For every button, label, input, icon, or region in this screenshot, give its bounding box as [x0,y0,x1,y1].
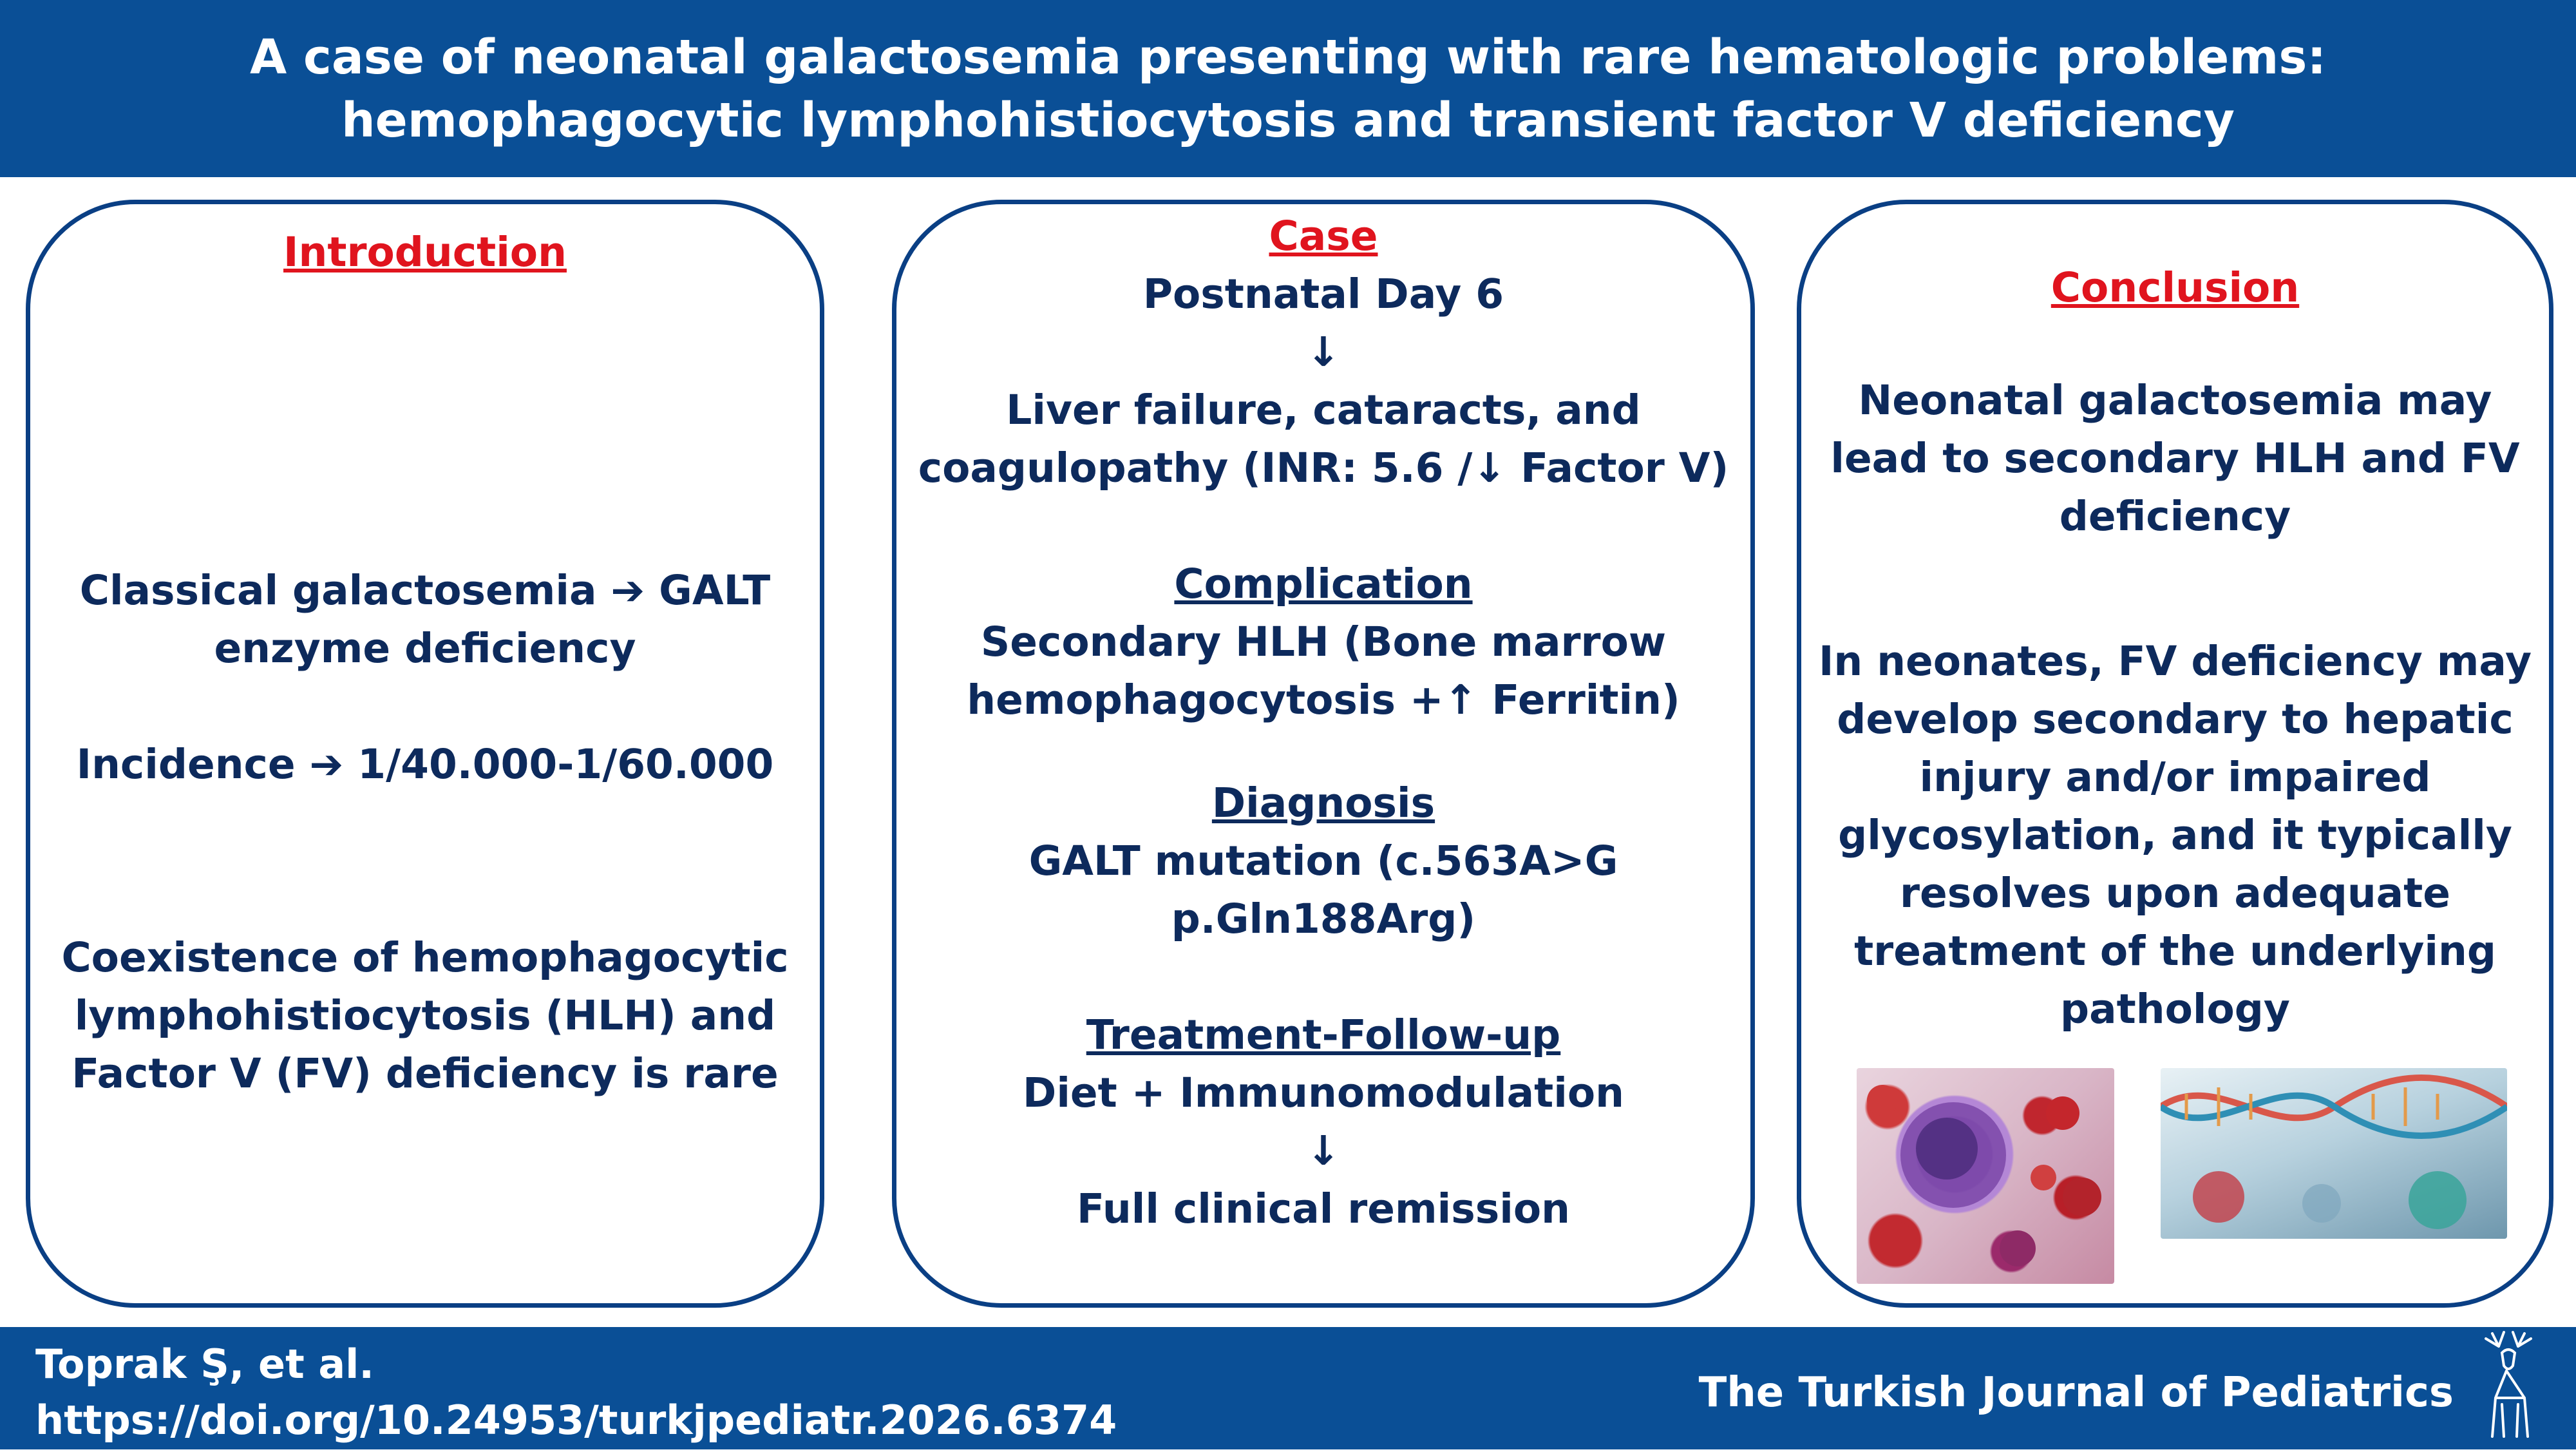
diagnosis-heading: Diagnosis [1211,779,1435,826]
outcome-text: Full clinical remission [1077,1185,1570,1232]
intro-line3b: lymphohistiocytosis (HLH) and [74,992,776,1039]
intro-line1b: enzyme deficiency [214,625,636,672]
conclusion-2c: injury and/or impaired [1919,754,2431,801]
case-postnatal: Postnatal Day 6 [1142,271,1504,318]
intro-line3a: Coexistence of hemophagocytic [61,934,789,981]
page-footer [0,1327,2576,1449]
deer-logo-icon [2467,1327,2550,1449]
dna-helix-illustration [2161,1068,2507,1239]
down-arrow-icon: ↓ [1306,1127,1341,1174]
treatment-heading: Treatment-Follow-up [1086,1011,1561,1058]
complication-b: hemophagocytosis +↑ Ferritin) [967,676,1680,723]
conclusion-2g: pathology [2060,986,2290,1033]
case-presentation-a: Liver failure, cataracts, and [1006,387,1641,434]
conclusion-2b: develop secondary to hepatic [1837,696,2514,743]
footer-authors: Toprak Ş, et al. [35,1341,374,1388]
down-arrow-icon: ↓ [1306,329,1341,376]
conclusion-2e: resolves upon adequate [1899,870,2451,917]
footer-journal-name: The Turkish Journal of Pediatrics [1698,1369,2454,1417]
footer-doi-link[interactable]: https://doi.org/10.24953/turkjpediatr.2026.6374 [35,1397,1117,1444]
blood-cells-illustration [1857,1068,2114,1284]
complication-a: Secondary HLH (Bone marrow [980,618,1667,665]
conclusion-1c: deficiency [2059,493,2291,540]
case-panel [892,200,1755,1308]
page-title-line1: A case of neonatal galactosemia presenting with rare hematologic problems: [249,29,2327,85]
conclusion-2a: In neonates, FV deficiency may [1818,638,2532,685]
conclusion-1a: Neonatal galactosemia may [1858,377,2492,424]
page-header [0,0,2576,177]
intro-line1a: Classical galactosemia ➔ GALT [79,567,771,614]
complication-heading: Complication [1174,560,1473,607]
conclusion-1b: lead to secondary HLH and FV [1830,435,2520,482]
conclusion-heading: Conclusion [2050,264,2300,311]
conclusion-2f: treatment of the underlying [1854,928,2496,975]
diagnosis-b: p.Gln188Arg) [1171,895,1476,942]
treatment-text: Diet + Immunomodulation [1023,1069,1624,1116]
intro-line3c: Factor V (FV) deficiency is rare [71,1050,779,1097]
page-title-line2: hemophagocytic lymphohistiocytosis and transient factor V deficiency [341,92,2235,148]
introduction-heading: Introduction [283,229,567,276]
intro-incidence: Incidence ➔ 1/40.000-1/60.000 [76,741,774,788]
case-heading: Case [1269,213,1378,260]
introduction-panel [26,200,824,1308]
conclusion-2d: glycosylation, and it typically [1838,812,2512,859]
diagnosis-a: GALT mutation (c.563A>G [1028,837,1618,884]
case-presentation-b: coagulopathy (INR: 5.6 /↓ Factor V) [918,444,1729,492]
